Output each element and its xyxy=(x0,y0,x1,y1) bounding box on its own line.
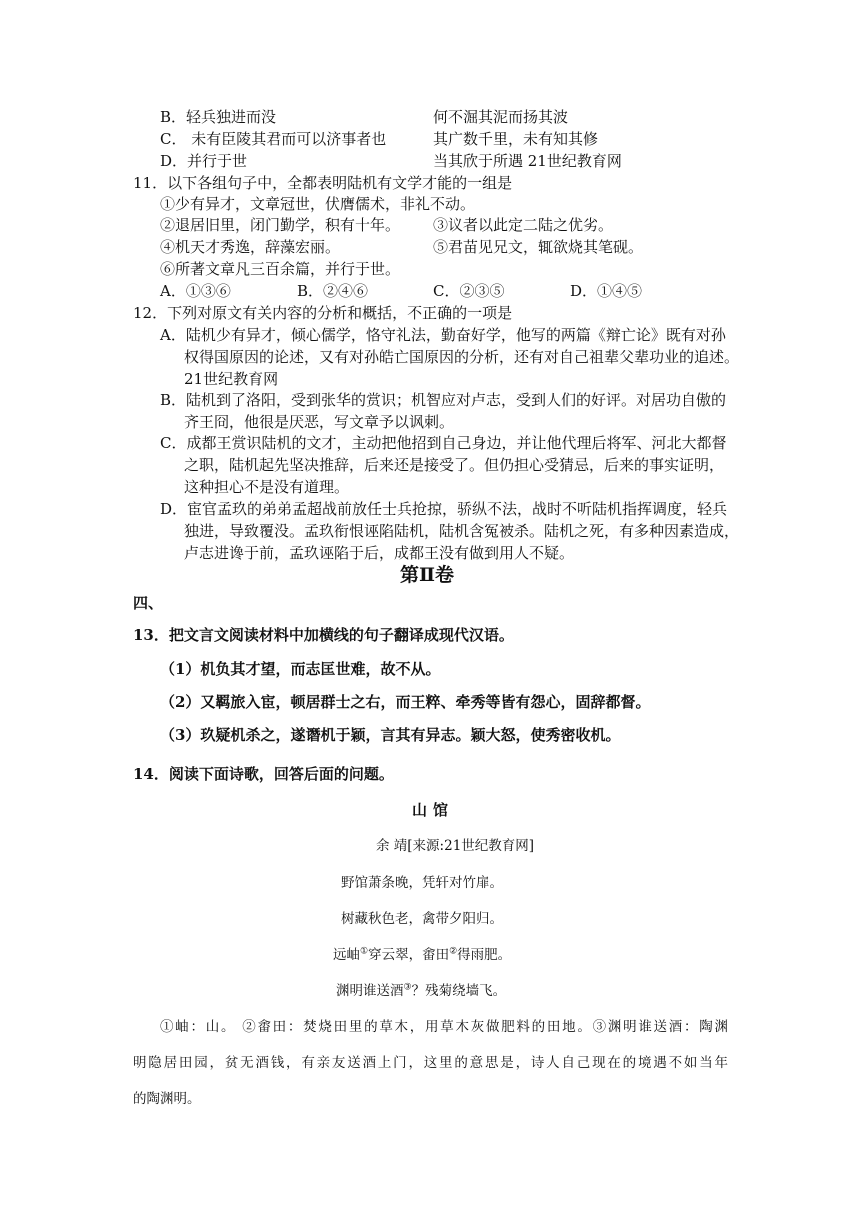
q12-option-d-line-1: D．宦官孟玖的弟弟孟超战前放任士兵抢掠，骄纵不法，战时不听陆机指挥调度，轻兵 xyxy=(160,500,728,518)
poem-line-2: 树藏秋色老，禽带夕阳归。 xyxy=(341,911,503,927)
q11-sentence-2: ②退居旧里，闭门勤学，积有十年。 xyxy=(160,216,401,234)
poem-note-line-3: 的陶渊明。 xyxy=(133,1091,201,1107)
option-b-right: 何不淈其泥而扬其波 xyxy=(433,108,569,126)
footnote-marker-3: ③ xyxy=(403,982,412,993)
q11-choice-d: D．①④⑤ xyxy=(570,282,643,300)
q13-stem: 13．把文言文阅读材料中加横线的句子翻译成现代汉语。 xyxy=(133,626,514,644)
q12-option-c-line-2: 之职，陆机起先坚决推辞，后来还是接受了。但仍担心受猜忌，后来的事实证明， xyxy=(184,456,725,474)
q11-stem: 11．以下各组句子中，全都表明陆机有文学才能的一组是 xyxy=(133,174,513,192)
q12-option-a-line-3: 21世纪教育网 xyxy=(184,370,279,388)
q14-stem: 14．阅读下面诗歌，回答后面的问题。 xyxy=(133,765,394,783)
q11-sentence-5: ⑤君苗见兄文，辄欲烧其笔砚。 xyxy=(433,238,644,256)
poem-author: 余 靖[来源:21世纪教育网] xyxy=(376,838,535,854)
q12-option-d-line-2: 独进，导致覆没。孟玖衔恨诬陷陆机，陆机含冤被杀。陆机之死，有多种因素造成， xyxy=(184,522,740,540)
q12-option-c-line-1: C．成都王赏识陆机的文才，主动把他招到自己身边，并让他代理后将军、河北大都督 xyxy=(160,434,727,452)
q12-option-d-line-3: 卢志进谗于前，孟玖诬陷于后，成都王没有做到用人不疑。 xyxy=(184,544,575,562)
section-title: 第Ⅱ卷 xyxy=(400,564,455,586)
footnote-marker-1: ① xyxy=(360,946,369,957)
q13-item-1: （1）机负其才望，而志匡世难，故不从。 xyxy=(160,660,441,678)
poem-line-3: 远岫①穿云翠，畬田②得雨肥。 xyxy=(333,946,512,963)
option-b-left: B．轻兵独进而没 xyxy=(160,108,277,126)
option-c-right: 其广数千里，未有知其修 xyxy=(433,130,599,148)
option-c-left: C． 未有臣陵其君而可以济事者也 xyxy=(160,130,387,148)
option-d-right: 当其欣于所遇 21世纪教育网 xyxy=(433,152,622,170)
q11-choice-b: B．②④⑥ xyxy=(297,282,369,300)
q12-option-b-line-2: 齐王冏，他很是厌恶，写文章予以讽刺。 xyxy=(184,413,455,431)
q11-sentence-4: ④机天才秀逸，辞藻宏丽。 xyxy=(160,238,341,256)
q11-sentence-1: ①少有异才，文章冠世，伏膺儒术，非礼不动。 xyxy=(160,195,476,213)
q11-sentence-6: ⑥所著文章凡三百余篇，并行于世。 xyxy=(160,260,401,278)
q12-stem: 12．下列对原文有关内容的分析和概括，不正确的一项是 xyxy=(133,304,513,322)
poem-title: 山馆 xyxy=(412,801,455,819)
q13-item-2: （2）又羁旅入宦，顿居群士之右，而王粹、牵秀等皆有怨心，固辞都督。 xyxy=(160,693,651,711)
q11-sentence-3: ③议者以此定二陆之优劣。 xyxy=(433,216,614,234)
section-four: 四、 xyxy=(133,594,164,612)
q11-choice-a: A．①③⑥ xyxy=(160,282,231,300)
poem-line-4: 渊明谁送酒③？残菊绕墙飞。 xyxy=(336,982,507,999)
option-d-left: D．并行于世 xyxy=(160,152,248,170)
q12-option-a-line-1: A．陆机少有异才，倾心儒学，恪守礼法，勤奋好学，他写的两篇《辩亡论》既有对孙 xyxy=(160,326,726,344)
q12-option-c-line-3: 这种担心不是没有道理。 xyxy=(184,478,350,496)
q13-item-3: （3）玖疑机杀之，遂谮机于颖，言其有异志。颖大怒，使秀密收机。 xyxy=(160,726,621,744)
poem-line-1: 野馆萧条晚，凭轩对竹扉。 xyxy=(341,875,503,891)
q12-option-b-line-1: B．陆机到了洛阳，受到张华的赏识；机智应对卢志，受到人们的好评。对居功自傲的 xyxy=(160,391,727,409)
footnote-marker-2: ② xyxy=(449,946,458,957)
q11-choice-c: C．②③⑤ xyxy=(433,282,505,300)
poem-note-line-1: ①岫：山。 ②畬田：焚烧田里的草木，用草木灰做肥料的田地。③渊明谁送酒：陶渊 xyxy=(160,1019,728,1035)
q12-option-a-line-2: 权得国原因的论述，又有对孙皓亡国原因的分析，还有对自己祖辈父辈功业的追述。 xyxy=(184,348,740,366)
poem-note-line-2: 明隐居田园，贫无酒钱，有亲友送酒上门，这里的意思是，诗人自己现在的境遇不如当年 xyxy=(133,1055,728,1071)
